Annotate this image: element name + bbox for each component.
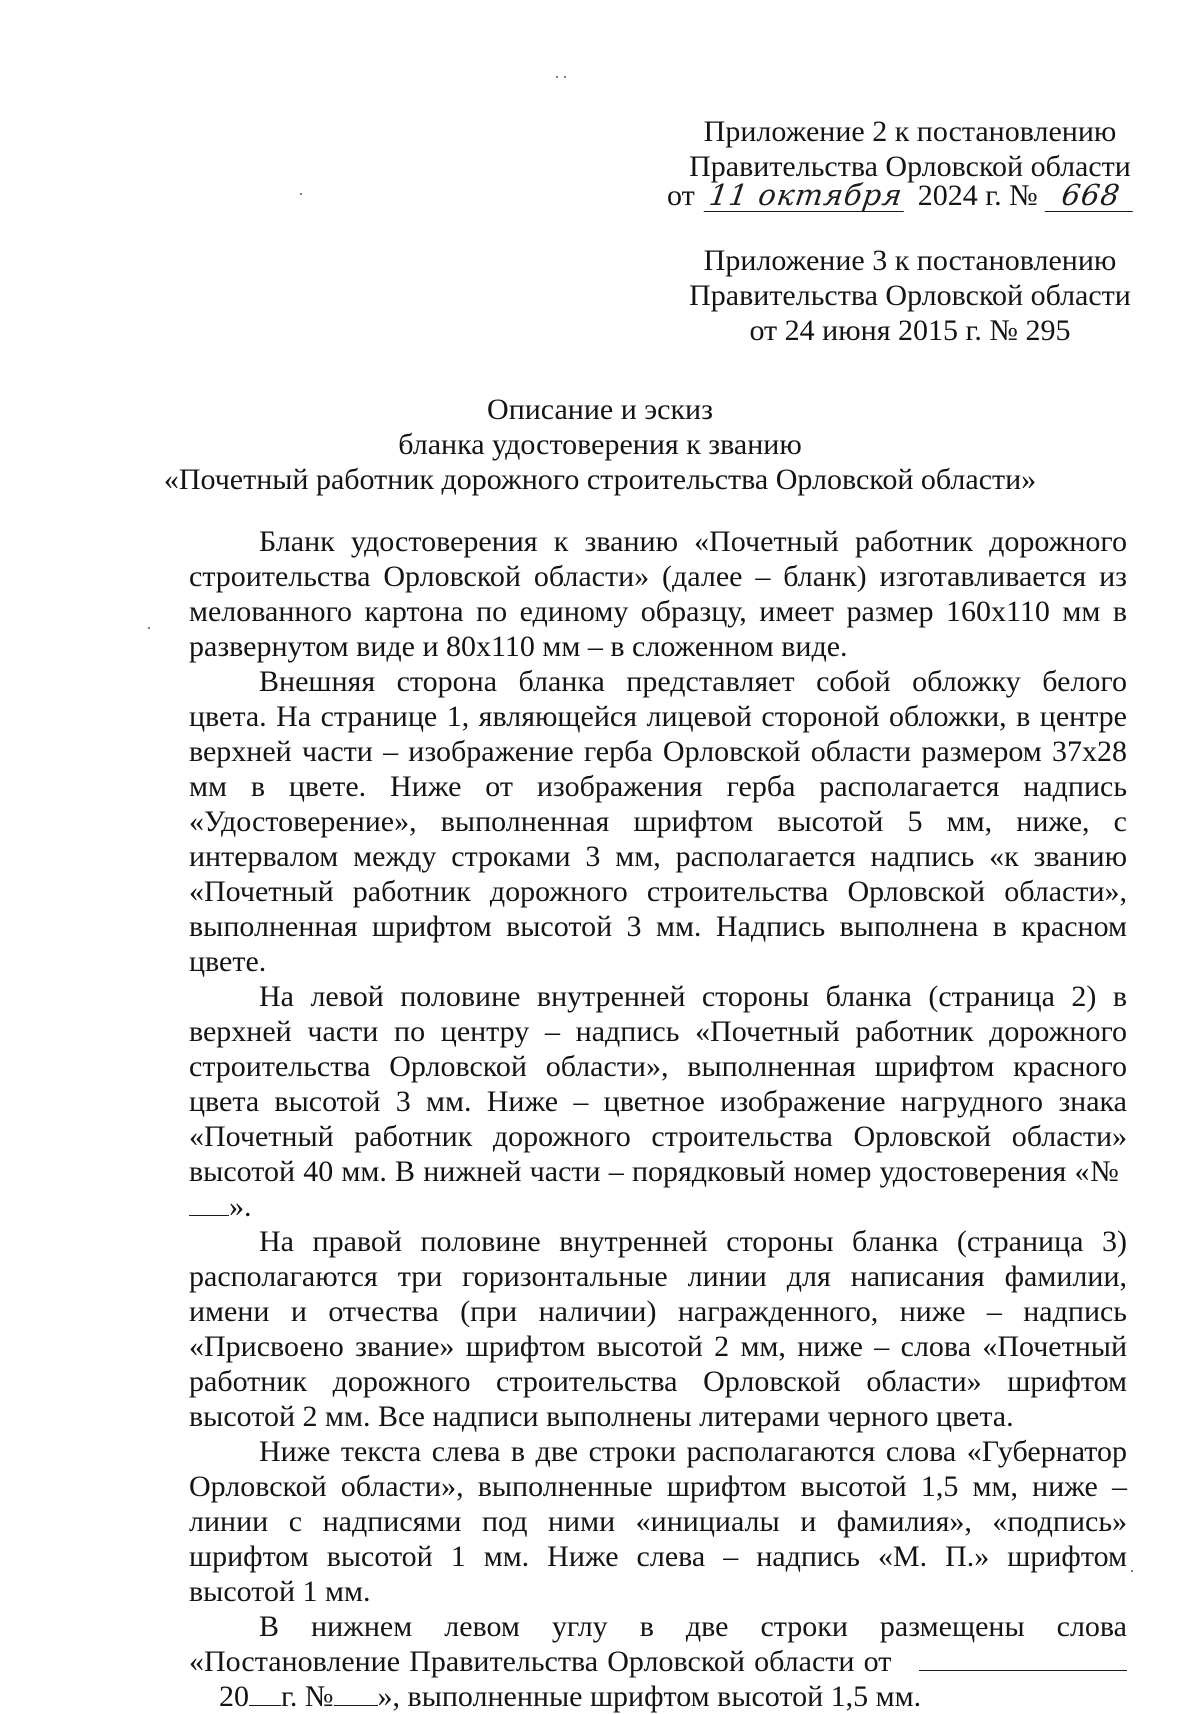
annex-original-line3: от 24 июня 2015 г. № 295 <box>749 314 1071 347</box>
paragraph-6-text: В нижнем левом углу в две строки размещены слова «Постановление Правительства Орловской области от <box>189 1610 1127 1678</box>
scan-speck <box>148 627 150 629</box>
scan-speck <box>556 76 558 78</box>
title-line3: «Почетный работник дорожного строительства Орловской области» <box>163 463 1037 496</box>
paragraph-6-mid: г. № <box>281 1680 334 1713</box>
annex-amend-date-prefix: от <box>667 179 695 212</box>
title-line2: бланка удостоверения к званию <box>398 428 802 461</box>
paragraph-6 <box>189 1609 1127 1714</box>
scan-speck <box>564 76 566 78</box>
paragraph-1: Бланк удостоверения к званию «Почетный работник дорожного строительства Орловской области» (далее – бланк) изготавливается из мелованного картона по единому образцу, имеет размер 160х110 мм в развернутом виде и 80х110 мм – в сложенном виде. <box>189 525 1127 663</box>
paragraph-2: Внешняя сторона бланка представляет собой обложку белого цвета. На странице 1, являющейся лицевой стороной обложки, в центре верхней части – изображение герба Орловской области размером 37х28 мм в цвете. Ниже от изображения герба располагается надпись «Удостоверение», выполненная шрифтом высотой 5 мм, ниже, с интервалом между строками 3 мм, располагается надпись «к званию «Почетный работник дорожного строительства Орловской области», выполненная шрифтом высотой 3 мм. Надпись выполнена в красном цвете. <box>189 665 1127 978</box>
paragraph-3-end: ». <box>229 1190 252 1223</box>
handwritten-number: 668 <box>1045 179 1138 212</box>
annex-amend-line2: Правительства Орловской области <box>689 150 1131 183</box>
order-number-blank-line <box>334 1679 378 1706</box>
paragraph-6-year: 20 <box>219 1680 249 1713</box>
paragraph-3-text: На левой половине внутренней стороны бланка (страница 2) в верхней части по центру – надпись «Почетный работник дорожного строительства Орловской области», выполненная шрифтом красного цвета высотой 3 мм. Ниже – цветное изображение нагрудного знака «Почетный работник дорожного строительства Орловской области» высотой 40 мм. В нижней части – порядковый номер удостоверения «№ <box>189 980 1127 1188</box>
annex-amend-year: 2024 г. № <box>917 179 1038 212</box>
document-body <box>189 524 1127 1714</box>
handwritten-date: 11 октября <box>704 179 909 212</box>
annex-amend-date-line <box>667 178 1135 213</box>
paragraph-3 <box>189 979 1127 1224</box>
annex-amend-line1: Приложение 2 к постановлению <box>703 115 1117 148</box>
scan-speck <box>1131 1570 1133 1572</box>
date-blank-line <box>919 1644 1127 1671</box>
year-blank-line <box>249 1679 281 1706</box>
paragraph-5: Ниже текста слева в две строки располагаются слова «Губернатор Орловской области», выполненные шрифтом высотой 1,5 мм, ниже – линии с надписями под ними «инициалы и фамилия», «подпись» шрифтом высотой 1 мм. Ниже слева – надпись «М. П.» шрифтом высотой 1 мм. <box>189 1435 1127 1608</box>
paragraph-4: На правой половине внутренней стороны бланка (страница 3) располагаются три горизонтальные линии для написания фамилии, имени и отчества (при наличии) награжденного, ниже – надпись «Присвоено звание» шрифтом высотой 2 мм, ниже – слова «Почетный работник дорожного строительства Орловской области» шрифтом высотой 2 мм. Все надписи выполнены литерами черного цвета. <box>189 1225 1127 1433</box>
title-line1: Описание и эскиз <box>487 393 713 426</box>
paragraph-6-end: », выполненные шрифтом высотой 1,5 мм. <box>377 1680 922 1713</box>
annex-original-line1: Приложение 3 к постановлению <box>703 244 1117 277</box>
scan-speck <box>300 193 302 195</box>
number-blank-line <box>189 1189 229 1216</box>
annex-original-line2: Правительства Орловской области <box>689 279 1131 312</box>
document-title <box>0 392 1200 497</box>
